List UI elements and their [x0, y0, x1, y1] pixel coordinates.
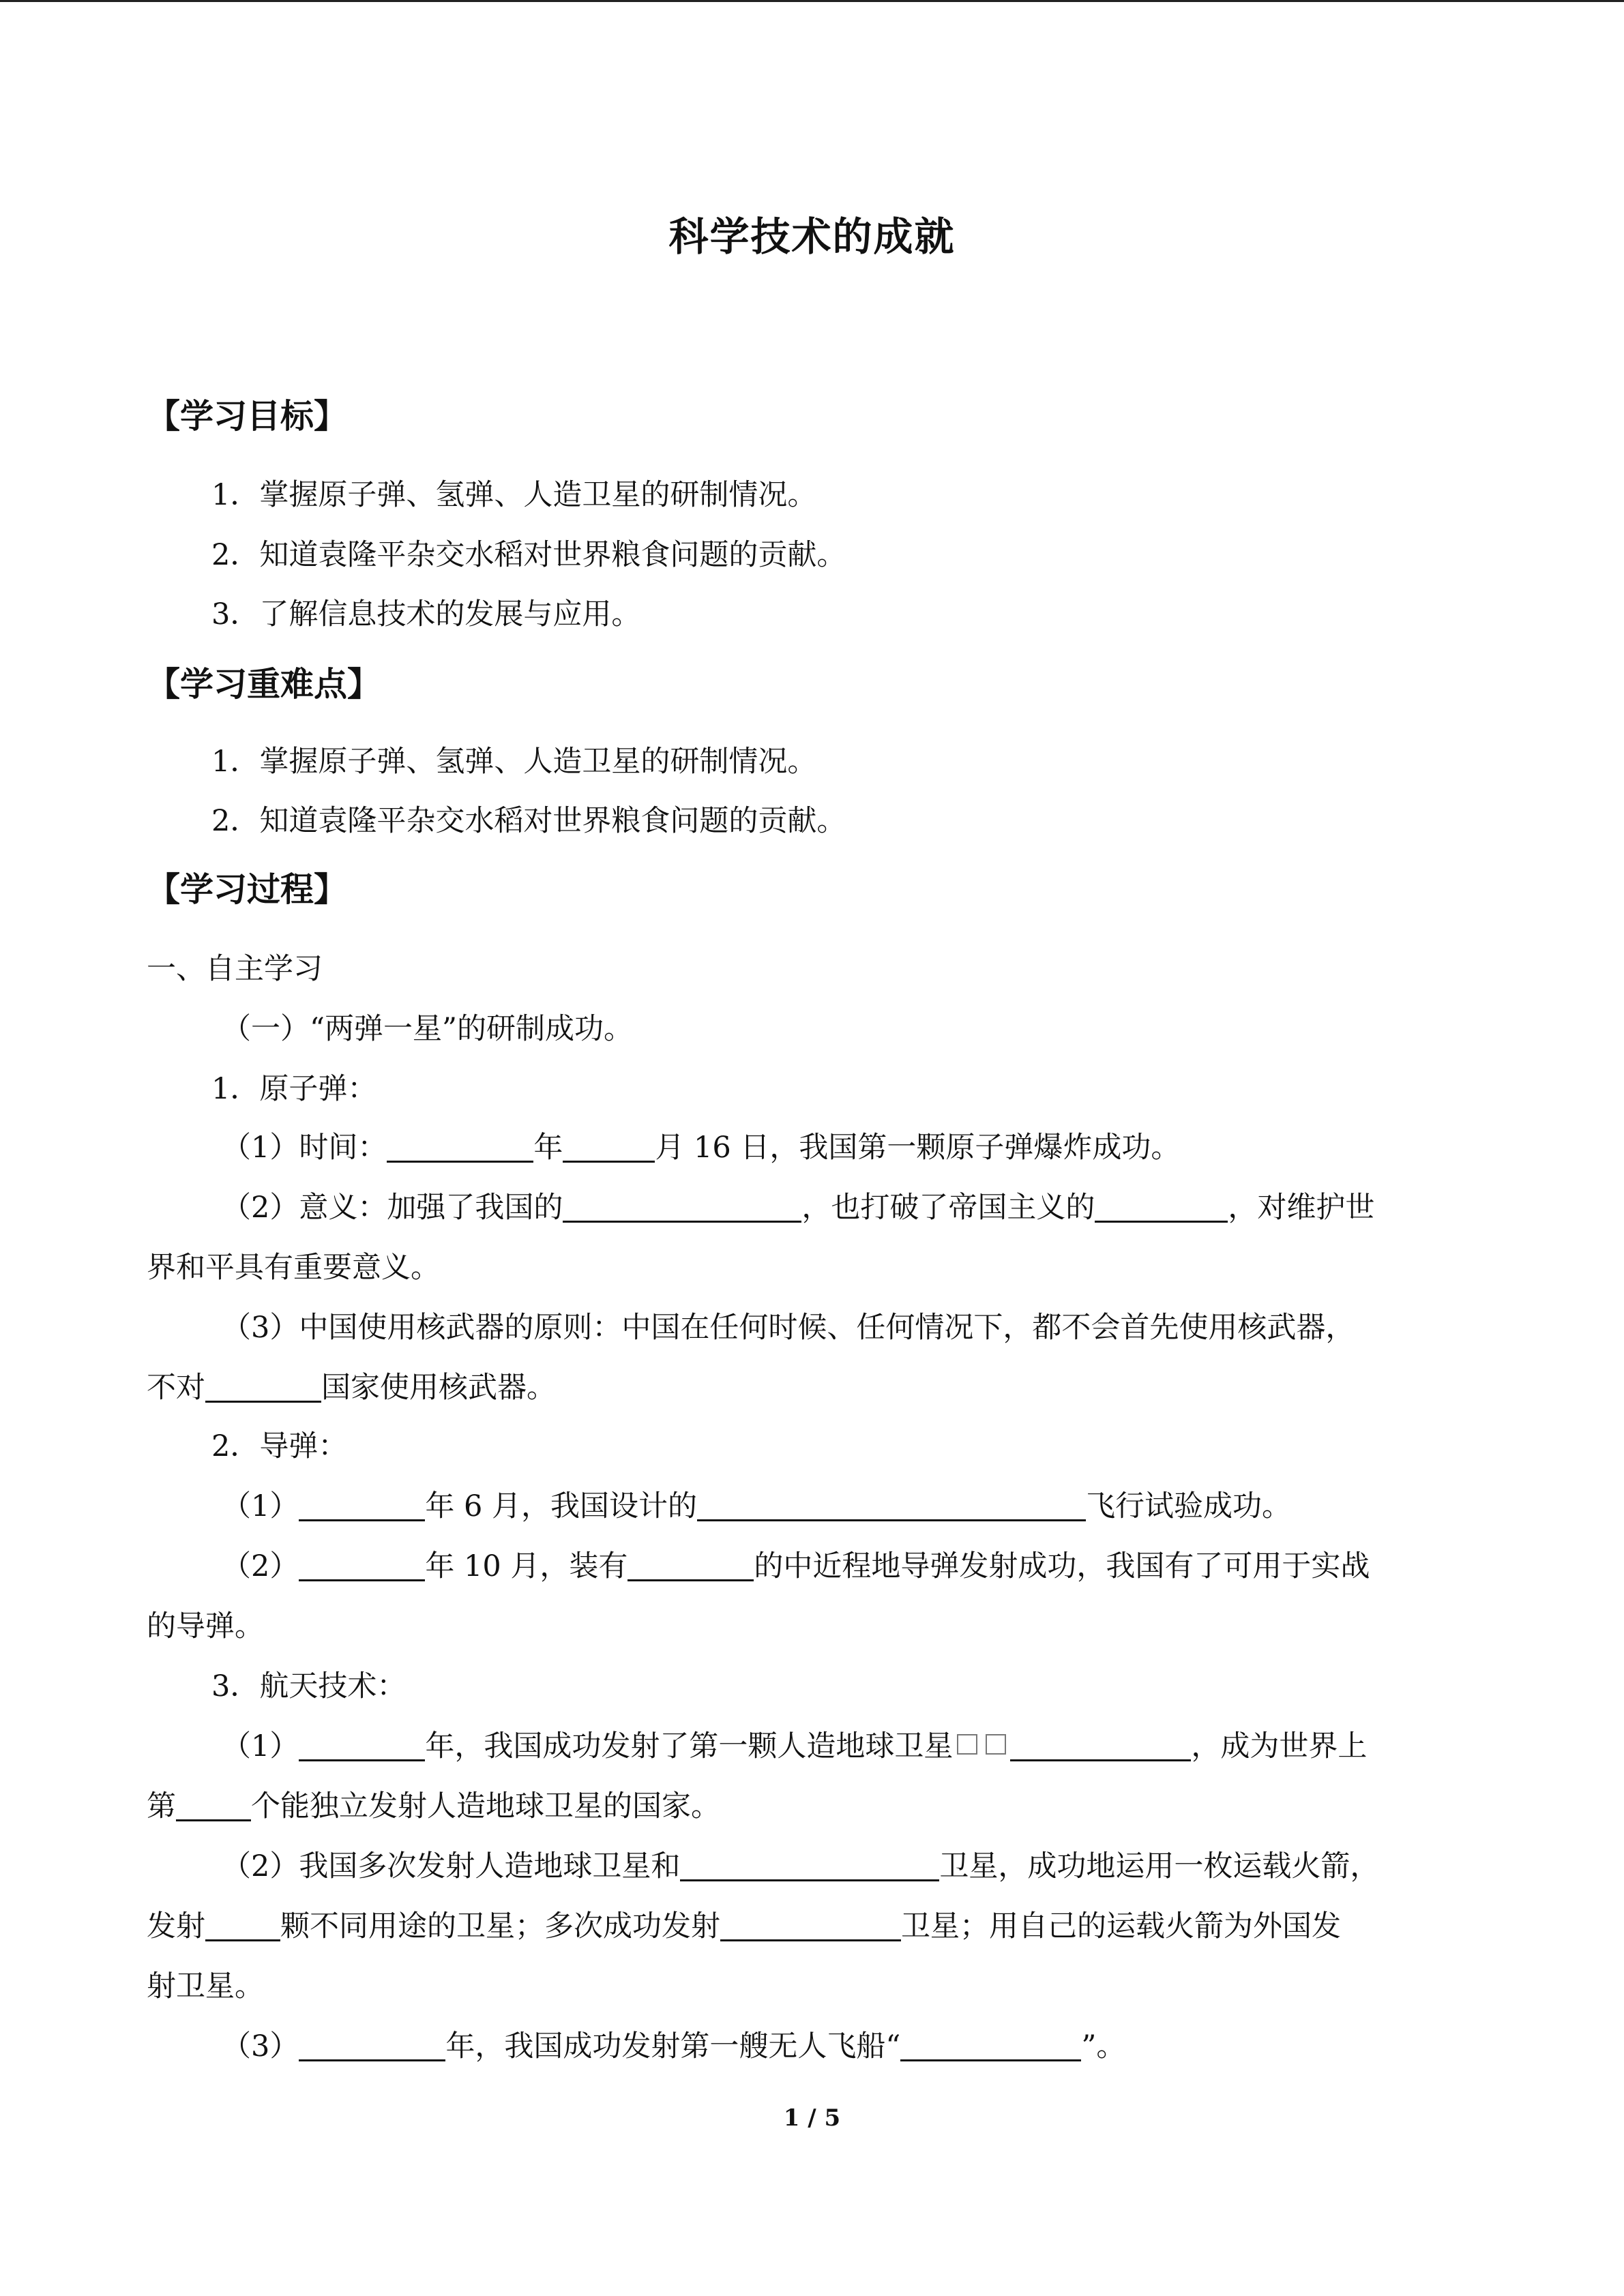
question-atom-significance: （2）意义：加强了我国的 ，也打破了帝国主义的 ，对维护世 [222, 1191, 1375, 1225]
page-top-border [0, 0, 1624, 2]
blank-month[interactable] [563, 1133, 655, 1163]
section-header-objectives: 【学习目标】 [147, 397, 348, 436]
blank-missile-name[interactable] [697, 1492, 1086, 1521]
missing-glyph-box-icon [957, 1734, 977, 1755]
question-atom-principle: （3）中国使用核武器的原则：中国在任何时候、任何情况下，都不会首先使用核武器， [222, 1311, 1355, 1345]
question-missile-2-cont: 的导弹。 [147, 1609, 264, 1643]
heading-missile: 2．导弹： [211, 1429, 348, 1463]
objective-item-2: 2．知道袁隆平杂交水稻对世界粮食问题的贡献。 [211, 538, 846, 572]
blank-spacecraft-name[interactable] [900, 2032, 1081, 2061]
blank-satellite-count[interactable] [205, 1912, 280, 1941]
blank-satellite-year[interactable] [299, 1732, 425, 1761]
part-heading-self-study: 一、自主学习 [147, 952, 323, 986]
blank-year[interactable] [387, 1133, 533, 1163]
question-space-2-cont: 发射 颗不同用途的卫星；多次成功发射 卫星；用自己的运载火箭为外国发 [147, 1909, 1341, 1943]
blank-spacecraft-year[interactable] [299, 2032, 445, 2061]
keypoint-item-1: 1．掌握原子弹、氢弹、人造卫星的研制情况。 [211, 745, 817, 779]
question-missile-2: （2） 年 10 月，装有 的中近程地导弹发射成功，我国有了可用于实战 [222, 1549, 1370, 1583]
question-atom-significance-cont: 界和平具有重要意义。 [147, 1251, 440, 1285]
question-atom-principle-cont: 不对 国家使用核武器。 [147, 1371, 556, 1405]
question-space-3: （3） 年，我国成功发射第一艘无人飞船“ ”。 [222, 2029, 1126, 2063]
section-header-keypoints: 【学习重难点】 [147, 665, 381, 704]
objective-item-3: 3．了解信息技术的发展与应用。 [211, 597, 641, 631]
blank-satellite-type-1[interactable] [680, 1852, 939, 1881]
heading-space-tech: 3．航天技术： [211, 1669, 407, 1703]
question-space-1: （1） 年，我国成功发射了第一颗人造地球卫星 ，成为世界上 [222, 1729, 1368, 1763]
blank-warhead[interactable] [628, 1552, 754, 1581]
heading-atomic-bomb: 1．原子弹： [211, 1072, 377, 1106]
page-number: 1 / 5 [783, 2104, 841, 2132]
blank-significance-1[interactable] [563, 1193, 801, 1223]
blank-missile-year-2[interactable] [299, 1552, 425, 1581]
question-space-2: （2）我国多次发射人造地球卫星和 卫星，成功地运用一枚运载火箭， [222, 1849, 1380, 1883]
blank-significance-2[interactable] [1095, 1193, 1228, 1223]
blank-principle[interactable] [205, 1373, 321, 1403]
objective-item-1: 1．掌握原子弹、氢弹、人造卫星的研制情况。 [211, 478, 817, 512]
blank-satellite-name[interactable] [1010, 1732, 1191, 1761]
missing-glyph-box-icon [986, 1734, 1006, 1755]
question-space-1-cont: 第 个能独立发射人造地球卫星的国家。 [147, 1789, 720, 1823]
question-atom-time: （1）时间： 年 月 16 日，我国第一颗原子弹爆炸成功。 [222, 1131, 1181, 1165]
blank-rank[interactable] [176, 1792, 251, 1821]
page-title: 科学技术的成就 [668, 213, 956, 260]
question-missile-1: （1） 年 6 月，我国设计的 飞行试验成功。 [222, 1489, 1292, 1523]
sub-heading-two-bombs: （一）“两弹一星”的研制成功。 [222, 1012, 633, 1046]
blank-satellite-type-2[interactable] [720, 1912, 901, 1941]
section-header-process: 【学习过程】 [147, 870, 348, 909]
blank-missile-year-1[interactable] [299, 1492, 425, 1521]
question-space-2-cont2: 射卫星。 [147, 1969, 264, 2003]
keypoint-item-2: 2．知道袁隆平杂交水稻对世界粮食问题的贡献。 [211, 804, 846, 838]
